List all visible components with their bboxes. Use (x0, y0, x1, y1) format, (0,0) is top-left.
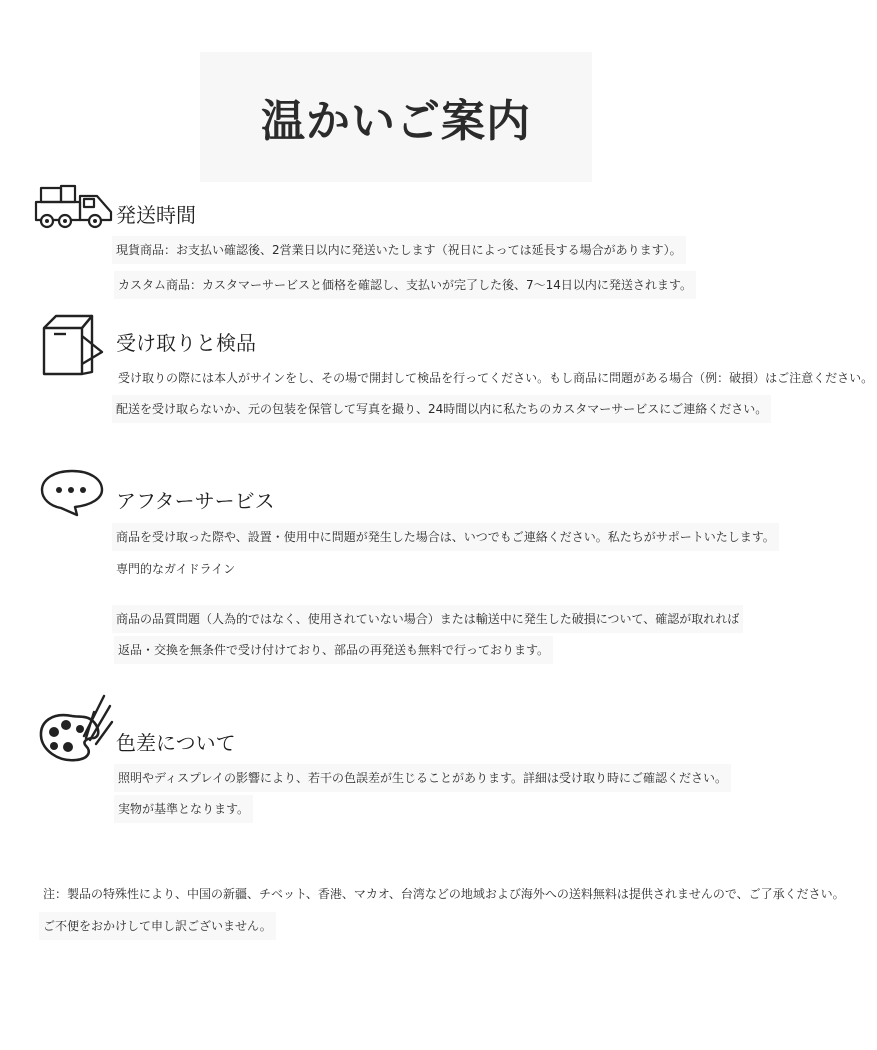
section-heading-after-sales: アフターサービス (116, 489, 275, 513)
section-heading-receiving: 受け取りと検品 (116, 331, 256, 355)
shipping-line-1: 現貨商品：お支払い確認後、2営業日以内に発送いたします（祝日によっては延長する場合があります）。 (112, 236, 686, 264)
title-banner (200, 52, 592, 182)
shipping-exclusion-note: 注：製品の特殊性により、中国の新疆、チベット、香港、マカオ、台湾などの地域および海外への送料無料は提供されませんので、ご了承ください。 (43, 887, 845, 901)
section-heading-color-difference: 色差について (116, 731, 236, 755)
chat-bubble-icon (39, 468, 105, 518)
color-line-1: 照明やディスプレイの影響により、若干の色誤差が生じることがあります。詳細は受け取り時にご確認ください。 (114, 764, 731, 792)
after-sales-line-4: 返品・交換を無条件で受け付けており、部品の再発送も無料で行っております。 (114, 636, 553, 664)
delivery-truck-icon (33, 184, 115, 230)
package-box-icon (40, 312, 106, 378)
after-sales-line-1: 商品を受け取った際や、設置・使用中に問題が発生した場合は、いつでもご連絡ください。私たちがサポートいたします。 (112, 523, 779, 551)
apology-note: ご不便をおかけして申し訳ございません。 (39, 912, 276, 940)
section-heading-shipping: 発送時間 (116, 203, 196, 227)
receiving-line-2: 配送を受け取らないか、元の包装を保管して写真を撮り、24時間以内に私たちのカスタマーサービスにご連絡ください。 (112, 395, 771, 423)
receiving-line-1: 受け取りの際には本人がサインをし、その場で開封して検品を行ってください。もし商品に問題がある場合（例：破損）はご注意ください。 (118, 371, 874, 385)
shipping-line-2: カスタム商品：カスタマーサービスと価格を確認し、支払いが完了した後、7〜14日以内に発送されます。 (114, 271, 696, 299)
page-title: 温かいご案内 (261, 96, 531, 147)
color-line-2: 実物が基準となります。 (114, 795, 253, 823)
after-sales-line-3: 商品の品質問題（人為的ではなく、使用されていない場合）または輸送中に発生した破損について、確認が取れれば (112, 605, 743, 633)
paint-palette-icon (38, 692, 114, 764)
guideline-label: 専門的なガイドライン (116, 562, 236, 576)
